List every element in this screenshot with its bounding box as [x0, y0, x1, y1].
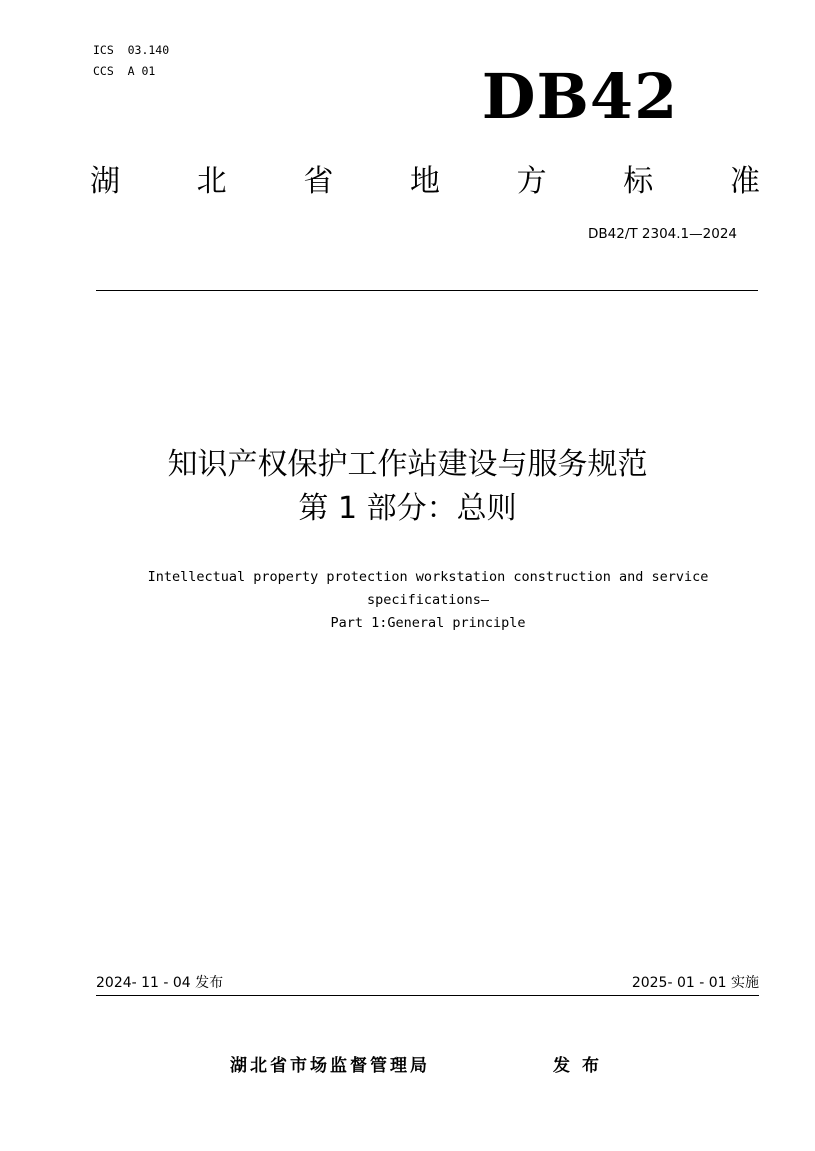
title-en-line2: specifications—	[367, 592, 489, 608]
standard-type-char: 省	[303, 164, 334, 199]
dates-row	[96, 972, 759, 994]
title-zh-line2: 第 1 部分：总则	[298, 491, 517, 526]
title-zh-line1: 知识产权保护工作站建设与服务规范	[167, 447, 648, 482]
publish-date: 2024- 11 - 04 发布	[96, 975, 224, 991]
classification-codes	[93, 40, 169, 82]
standard-type-char: 北	[196, 164, 227, 199]
footer-divider	[96, 995, 759, 996]
title-en-line3: Part 1:General principle	[330, 615, 526, 631]
standard-type-char: 方	[516, 164, 547, 199]
standard-type-char: 地	[409, 164, 440, 199]
title-en-line1: Intellectual property protection workstation construction and service	[147, 569, 709, 585]
ics-code: ICS 03.140	[93, 43, 170, 57]
ccs-code: CCS A 01	[93, 64, 156, 78]
header-divider	[96, 290, 758, 291]
standard-number: DB42/T 2304.1—2024	[587, 226, 737, 242]
issuer-action: 发布	[553, 1056, 611, 1076]
standard-type-char: 准	[729, 164, 760, 199]
standard-type-char: 湖	[90, 164, 120, 199]
standard-logo: DB42	[481, 60, 679, 133]
document-title-en	[0, 566, 815, 635]
standard-type-heading	[90, 160, 760, 204]
standard-type-char: 标	[623, 164, 654, 199]
implement-date: 2025- 01 - 01 实施	[631, 975, 759, 991]
issuing-authority: 湖北省市场监督管理局	[230, 1056, 430, 1076]
document-title-zh	[0, 443, 815, 531]
